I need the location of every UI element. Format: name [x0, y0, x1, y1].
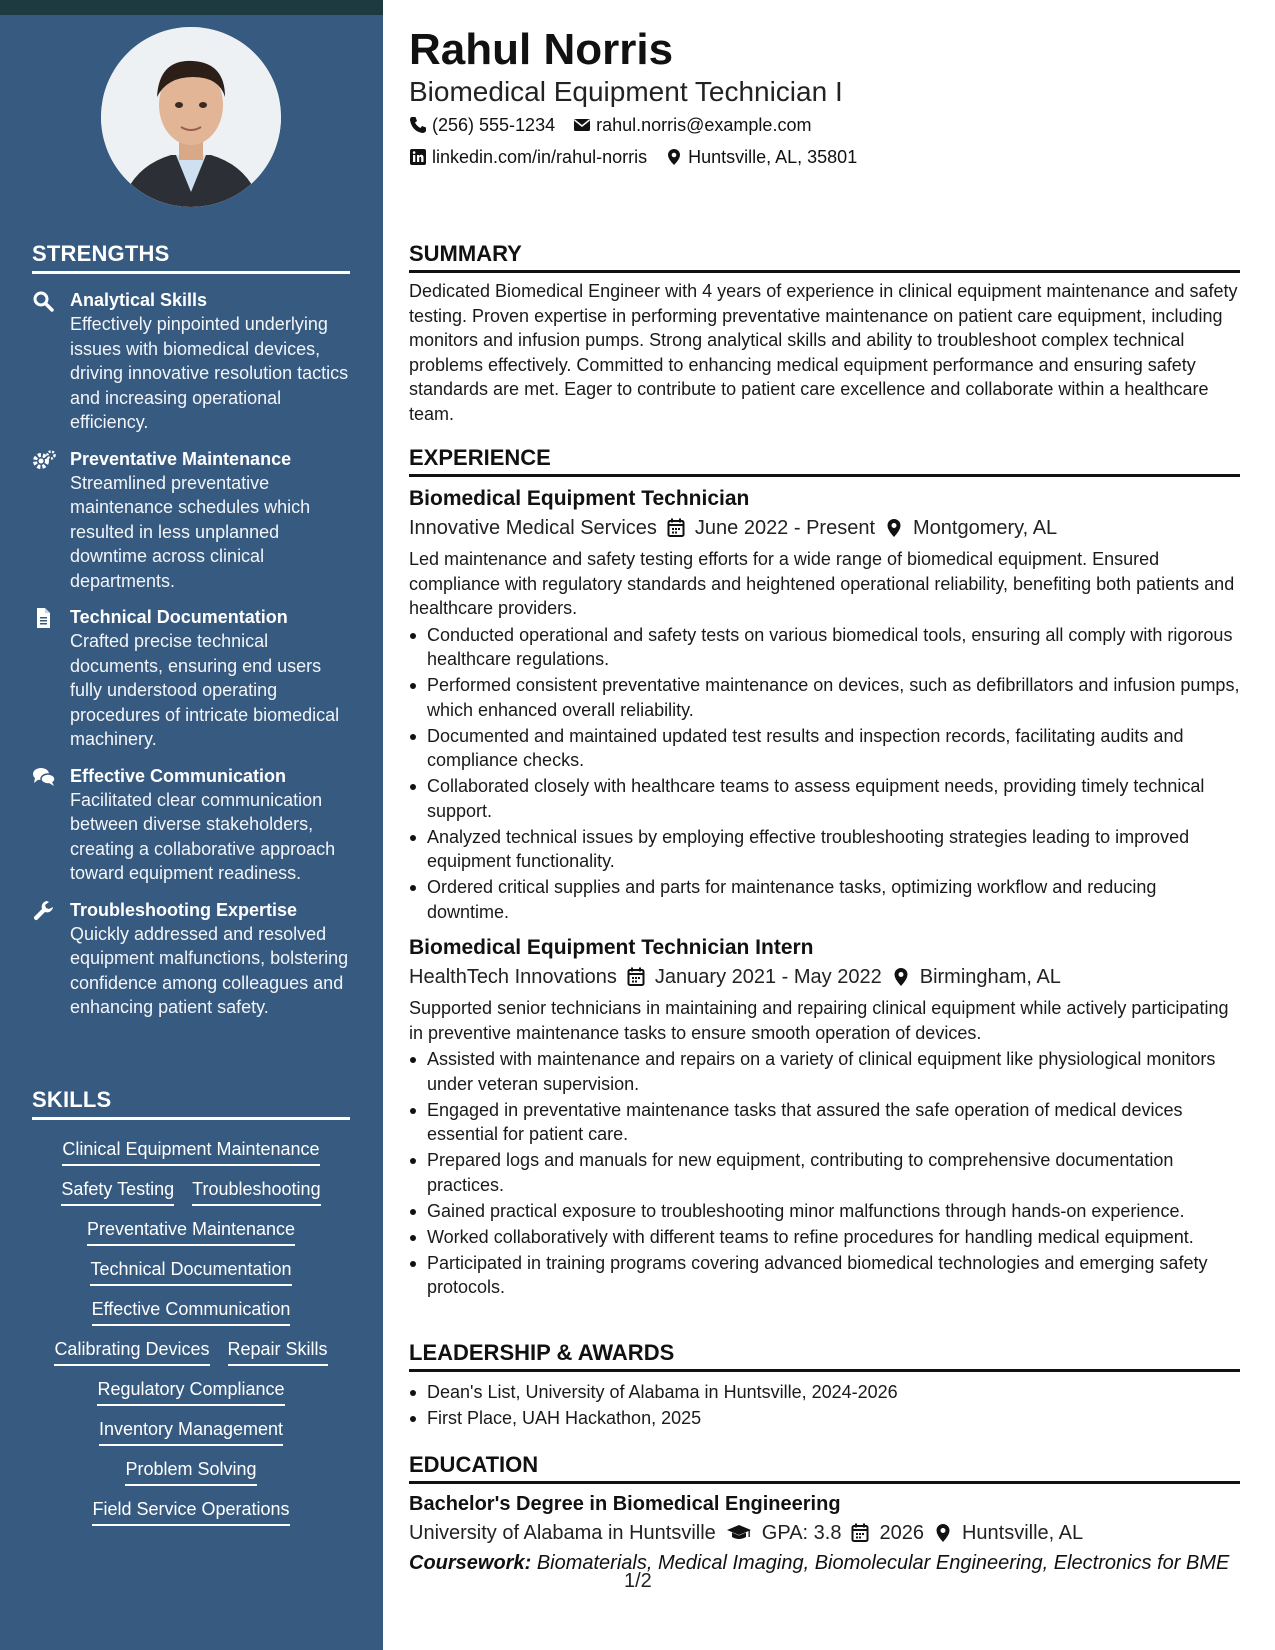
document-icon	[32, 607, 56, 629]
skill-tag: Regulatory Compliance	[97, 1376, 284, 1406]
job-dates: June 2022 - Present	[694, 517, 876, 539]
strength-title: Analytical Skills	[70, 290, 208, 310]
phone-icon	[409, 116, 427, 134]
skill-tag: Technical Documentation	[90, 1256, 291, 1286]
strength-title: Technical Documentation	[70, 607, 288, 627]
job-dates: January 2021 - May 2022	[654, 966, 882, 988]
job-location: Birmingham, AL	[919, 966, 1061, 988]
email-address: rahul.norris@example.com	[596, 115, 812, 135]
job-bullets	[409, 1047, 1240, 1300]
strength-item	[32, 447, 350, 594]
strength-item	[32, 898, 350, 1020]
strength-title: Troubleshooting Expertise	[70, 899, 298, 920]
awards-list	[409, 1380, 1240, 1431]
map-pin-icon	[892, 967, 910, 987]
skill-tag: Repair Skills	[228, 1336, 328, 1366]
skill-tag: Safety Testing	[61, 1176, 174, 1206]
location-text: Huntsville, AL, 35801	[688, 147, 858, 167]
linkedin-url: linkedin.com/in/rahul-norris	[432, 147, 648, 167]
chat-icon	[32, 766, 56, 788]
envelope-icon	[573, 116, 591, 134]
phone-number: (256) 555-1234	[432, 115, 556, 135]
coursework-line	[409, 1548, 1240, 1578]
skill-tag: Field Service Operations	[92, 1496, 289, 1526]
job-bullet: Performed consistent preventative maintenance on devices, such as defibrillators and infusion pumps, which enhanced overall reliability.	[427, 673, 1240, 722]
job-bullet: Ordered critical supplies and parts for maintenance tasks, optimizing workflow and reducing downtime.	[427, 875, 1240, 924]
strength-title: Effective Communication	[70, 765, 287, 786]
experience-heading: EXPERIENCE	[409, 445, 1240, 477]
experience-section	[409, 445, 1240, 1301]
strength-item	[32, 288, 350, 435]
job-title: Biomedical Equipment Technician	[409, 487, 750, 510]
job-meta	[409, 962, 1240, 992]
graduation-year: 2026	[879, 1522, 924, 1544]
strength-item	[32, 764, 350, 886]
strength-description: Crafted precise technical documents, ensuring end users fully understood operating procedures of intricate biomedical machinery.	[70, 631, 340, 749]
map-pin-icon	[934, 1523, 952, 1543]
summary-text: Dedicated Biomedical Engineer with 4 years of experience in clinical equipment maintenance and safety testing. Proven expertise in performing preventative maintenance on patient care equipment, including monitors and infusion pumps. Strong analytical skills and ability to troubleshoot complex technical problems effectively. Committed to enhancing medical equipment performance and ensuring safety standards are met. Eager to contribute to patient care excellence and collaborate within a healthcare team.	[409, 281, 1238, 424]
strengths-section	[32, 241, 350, 1020]
calendar-icon	[627, 967, 645, 987]
job-bullet: Assisted with maintenance and repairs on a variety of clinical equipment like physiological monitors under veteran supervision.	[427, 1047, 1240, 1096]
summary-heading: SUMMARY	[409, 241, 1240, 273]
graduation-cap-icon	[726, 1523, 752, 1543]
page-number: 1/2	[624, 1570, 652, 1592]
job-entry	[409, 485, 1240, 924]
education-section	[409, 1452, 1240, 1578]
profile-photo	[101, 27, 281, 207]
email-contact[interactable]	[573, 113, 811, 137]
strength-description: Streamlined preventative maintenance schedules which resulted in less unplanned downtime across clinical departments.	[70, 472, 311, 591]
skill-tag: Clinical Equipment Maintenance	[62, 1136, 319, 1166]
linkedin-contact[interactable]	[409, 145, 647, 169]
job-meta	[409, 513, 1240, 543]
skill-tag: Preventative Maintenance	[87, 1216, 295, 1246]
job-bullet: Participated in training programs covering advanced biomedical technologies and emerging safety protocols.	[427, 1251, 1240, 1300]
job-title: Biomedical Equipment Technician Intern	[409, 936, 814, 959]
gpa: GPA: 3.8	[761, 1522, 842, 1544]
phone-contact[interactable]	[409, 113, 555, 137]
skills-section	[32, 1087, 350, 1526]
job-location: Montgomery, AL	[913, 517, 1058, 539]
skill-tag: Inventory Management	[99, 1416, 283, 1446]
awards-heading: LEADERSHIP & AWARDS	[409, 1340, 1240, 1372]
calendar-icon	[667, 518, 685, 538]
job-summary: Supported senior technicians in maintaining and repairing clinical equipment while actively participating in preventive maintenance tasks to ensure smooth operation of devices.	[409, 998, 1229, 1043]
strength-description: Effectively pinpointed underlying issues with biomedical devices, driving innovative resolution tactics and increasing operational efficiency.	[70, 314, 349, 432]
map-pin-icon	[665, 148, 683, 166]
strength-item	[32, 605, 350, 752]
coursework-label: Coursework:	[409, 1552, 532, 1574]
job-bullets	[409, 623, 1240, 925]
sidebar	[0, 0, 383, 1650]
skills-heading: SKILLS	[32, 1087, 350, 1120]
summary-section	[409, 241, 1240, 426]
sidebar-top-bar	[0, 0, 383, 15]
skill-tag: Calibrating Devices	[54, 1336, 209, 1366]
job-bullet: Gained practical exposure to troubleshooting minor malfunctions through hands-on experience.	[427, 1199, 1240, 1224]
job-summary: Led maintenance and safety testing efforts for a wide range of biomedical equipment. Ensured compliance with regulatory standards and heightened operational reliability, benefiting both patients and healthcare providers.	[409, 549, 1235, 618]
education-heading: EDUCATION	[409, 1452, 1240, 1484]
calendar-icon	[851, 1523, 869, 1543]
company-name: Innovative Medical Services	[409, 517, 657, 539]
awards-section	[409, 1340, 1240, 1432]
strength-description: Quickly addressed and resolved equipment malfunctions, bolstering confidence among colleagues and enhancing patient safety.	[70, 923, 349, 1017]
gears-icon	[32, 449, 56, 471]
strengths-heading: STRENGTHS	[32, 241, 350, 274]
linkedin-icon	[409, 148, 427, 166]
job-bullet: Prepared logs and manuals for new equipment, contributing to comprehensive documentation practices.	[427, 1148, 1240, 1197]
skill-tag: Troubleshooting	[192, 1176, 320, 1206]
search-icon	[32, 290, 56, 312]
job-role: Biomedical Equipment Technician I	[409, 76, 843, 107]
job-bullet: Documented and maintained updated test results and inspection records, facilitating audits and compliance checks.	[427, 724, 1240, 773]
job-bullet: Conducted operational and safety tests on various biomedical tools, ensuring all comply with rigorous healthcare regulations.	[427, 623, 1240, 672]
skills-list	[32, 1126, 350, 1526]
coursework-list: Biomaterials, Medical Imaging, Biomolecular Engineering, Electronics for BME	[536, 1552, 1230, 1574]
job-bullet: Collaborated closely with healthcare teams to assess equipment needs, providing timely technical support.	[427, 774, 1240, 823]
contact-row	[409, 145, 857, 169]
job-bullet: Engaged in preventative maintenance tasks that assured the safe operation of medical devices essential for patient care.	[427, 1098, 1240, 1147]
award-item: Dean's List, University of Alabama in Huntsville, 2024-2026	[427, 1380, 1240, 1405]
school-location: Huntsville, AL	[961, 1522, 1084, 1544]
skill-tag: Effective Communication	[92, 1296, 291, 1326]
skill-tag: Problem Solving	[125, 1456, 256, 1486]
strength-description: Facilitated clear communication between diverse stakeholders, creating a collaborative approach toward equipment readiness.	[70, 789, 336, 883]
company-name: HealthTech Innovations	[409, 966, 617, 988]
contact-row	[409, 113, 811, 137]
award-item: First Place, UAH Hackathon, 2025	[427, 1406, 1240, 1431]
job-bullet: Worked collaboratively with different teams to refine procedures for handling medical equipment.	[427, 1225, 1240, 1250]
degree-title: Bachelor's Degree in Biomedical Engineering	[409, 1493, 841, 1515]
school-name: University of Alabama in Huntsville	[409, 1522, 716, 1544]
job-bullet: Analyzed technical issues by employing effective troubleshooting strategies leading to improved equipment functionality.	[427, 825, 1240, 874]
wrench-icon	[32, 900, 56, 922]
job-entry	[409, 934, 1240, 1300]
strength-title: Preventative Maintenance	[70, 448, 292, 469]
education-meta	[409, 1518, 1240, 1548]
location-contact	[665, 145, 857, 169]
map-pin-icon	[885, 518, 903, 538]
candidate-name: Rahul Norris	[409, 25, 674, 74]
